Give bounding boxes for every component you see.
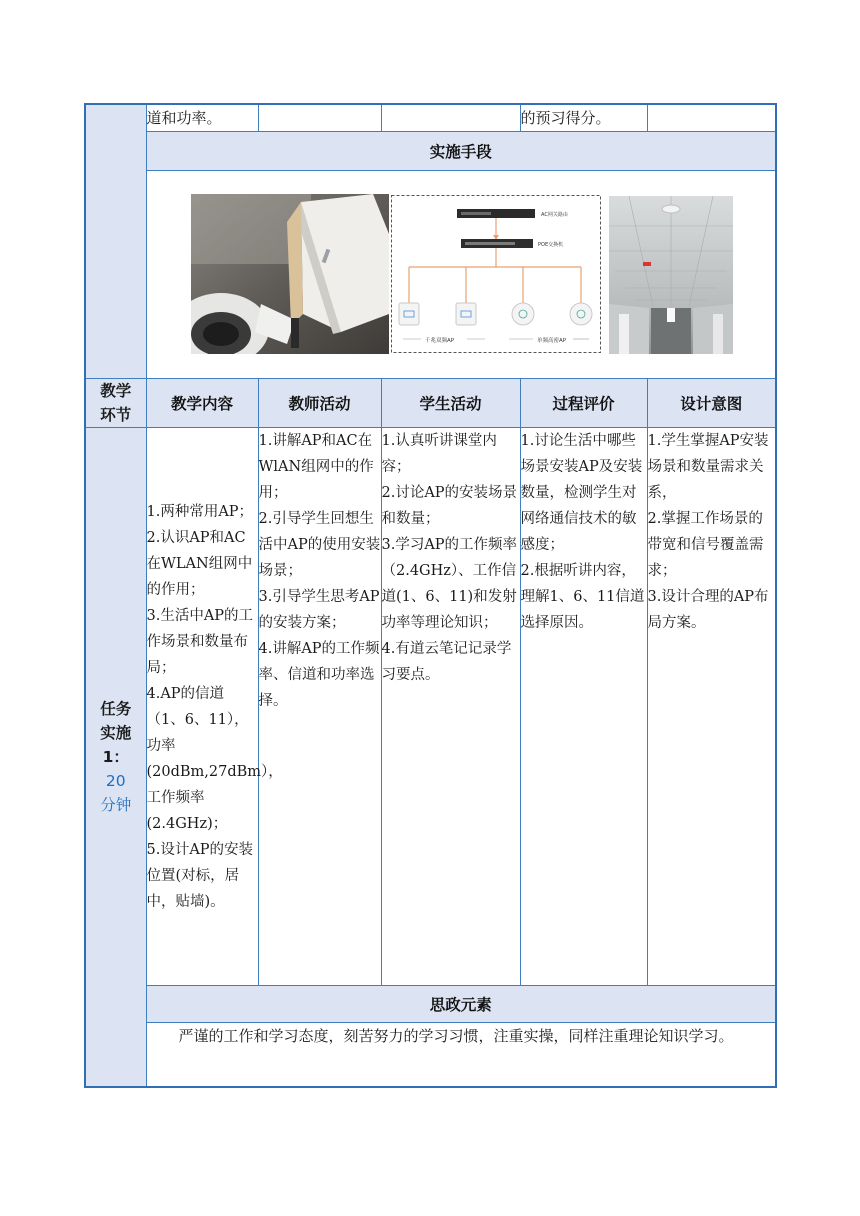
ap-icon: [512, 303, 534, 325]
student-activity-header: 学生活动: [381, 379, 520, 428]
teacher-activity-cell: 1.讲解AP和AC在WlAN组网中的作用； 2.引导学生回想生活中AP的使用安装场景； 3.引导学生思考AP的安装方案； 4.讲解AP的工作频率、信道和功率选择。: [258, 428, 381, 986]
evaluation-header: 过程评价: [520, 379, 647, 428]
content-header: 教学内容: [146, 379, 258, 428]
design-intent-cell: 1.学生掌握AP安装场景和数量需求关系， 2.掌握工作场景的带宽和信号覆盖需求； 3.设计合理的AP布局方案。: [647, 428, 776, 986]
ceiling-ap-icon: [662, 205, 680, 213]
content-cell: 1.两种常用AP； 2.认识AP和AC在WLAN组网中的作用； 3.生活中AP的工作场景和数量布局； 4.AP的信道（1、6、11），功率(20dBm,27dBm），工作频率(2.4GHz)； 5.设计AP的安装位置(对标，居中，贴墙)。: [146, 428, 258, 986]
stage-name: 任务实施1：: [100, 699, 132, 766]
left-caption: 千兆双频AP: [424, 338, 454, 344]
stage-header: 教学环节: [85, 379, 146, 428]
stage-cell-previous: [85, 104, 146, 379]
methods-images: [146, 171, 776, 379]
continued-content-cell: 道和功率。: [146, 104, 258, 132]
teacher-activity-header: 教师活动: [258, 379, 381, 428]
continued-evaluation-cell: 的预习得分。: [520, 104, 647, 132]
ac-label: AC网关路由: [540, 212, 568, 218]
right-caption: 单频高密AP: [536, 338, 566, 344]
ideology-title: 思政元素: [146, 986, 776, 1023]
design-intent-header: 设计意图: [647, 379, 776, 428]
continuation-row: [85, 104, 776, 132]
stage-label-cell: [85, 428, 146, 1087]
empty-cell: [381, 104, 520, 132]
ap-icon: [399, 303, 419, 325]
evaluation-cell: 1.讨论生活中哪些场景安装AP及安装数量，检测学生对网络通信技术的敏感度； 2.根据听讲内容，理解1、6、11信道选择原因。: [520, 428, 647, 986]
ap-icon: [456, 303, 476, 325]
ideology-text: 严谨的工作和学习态度，刻苦努力的学习习惯，注重实操，同样注重理论知识学习。: [146, 1023, 776, 1087]
corridor-ceiling-photo: [609, 196, 733, 354]
empty-cell: [647, 104, 776, 132]
network-topology-diagram: [391, 195, 601, 353]
ap-icon: [570, 303, 592, 325]
column-header-row: [85, 379, 776, 428]
poe-label: POE交换机: [537, 242, 563, 248]
stage-time: 20分钟: [100, 771, 132, 814]
lesson-plan-table: [84, 103, 777, 1088]
task-row: [85, 428, 776, 986]
student-activity-cell: 1.认真听讲课堂内容； 2.讨论AP的安装场景和数量； 3.学习AP的工作频率（2.4GHz）、工作信道(1、6、11)和发射功率等理论知识； 4.有道云笔记记录学习要点。: [381, 428, 520, 986]
methods-title: 实施手段: [146, 132, 776, 171]
empty-cell: [258, 104, 381, 132]
ap-device-photo: [191, 194, 389, 354]
